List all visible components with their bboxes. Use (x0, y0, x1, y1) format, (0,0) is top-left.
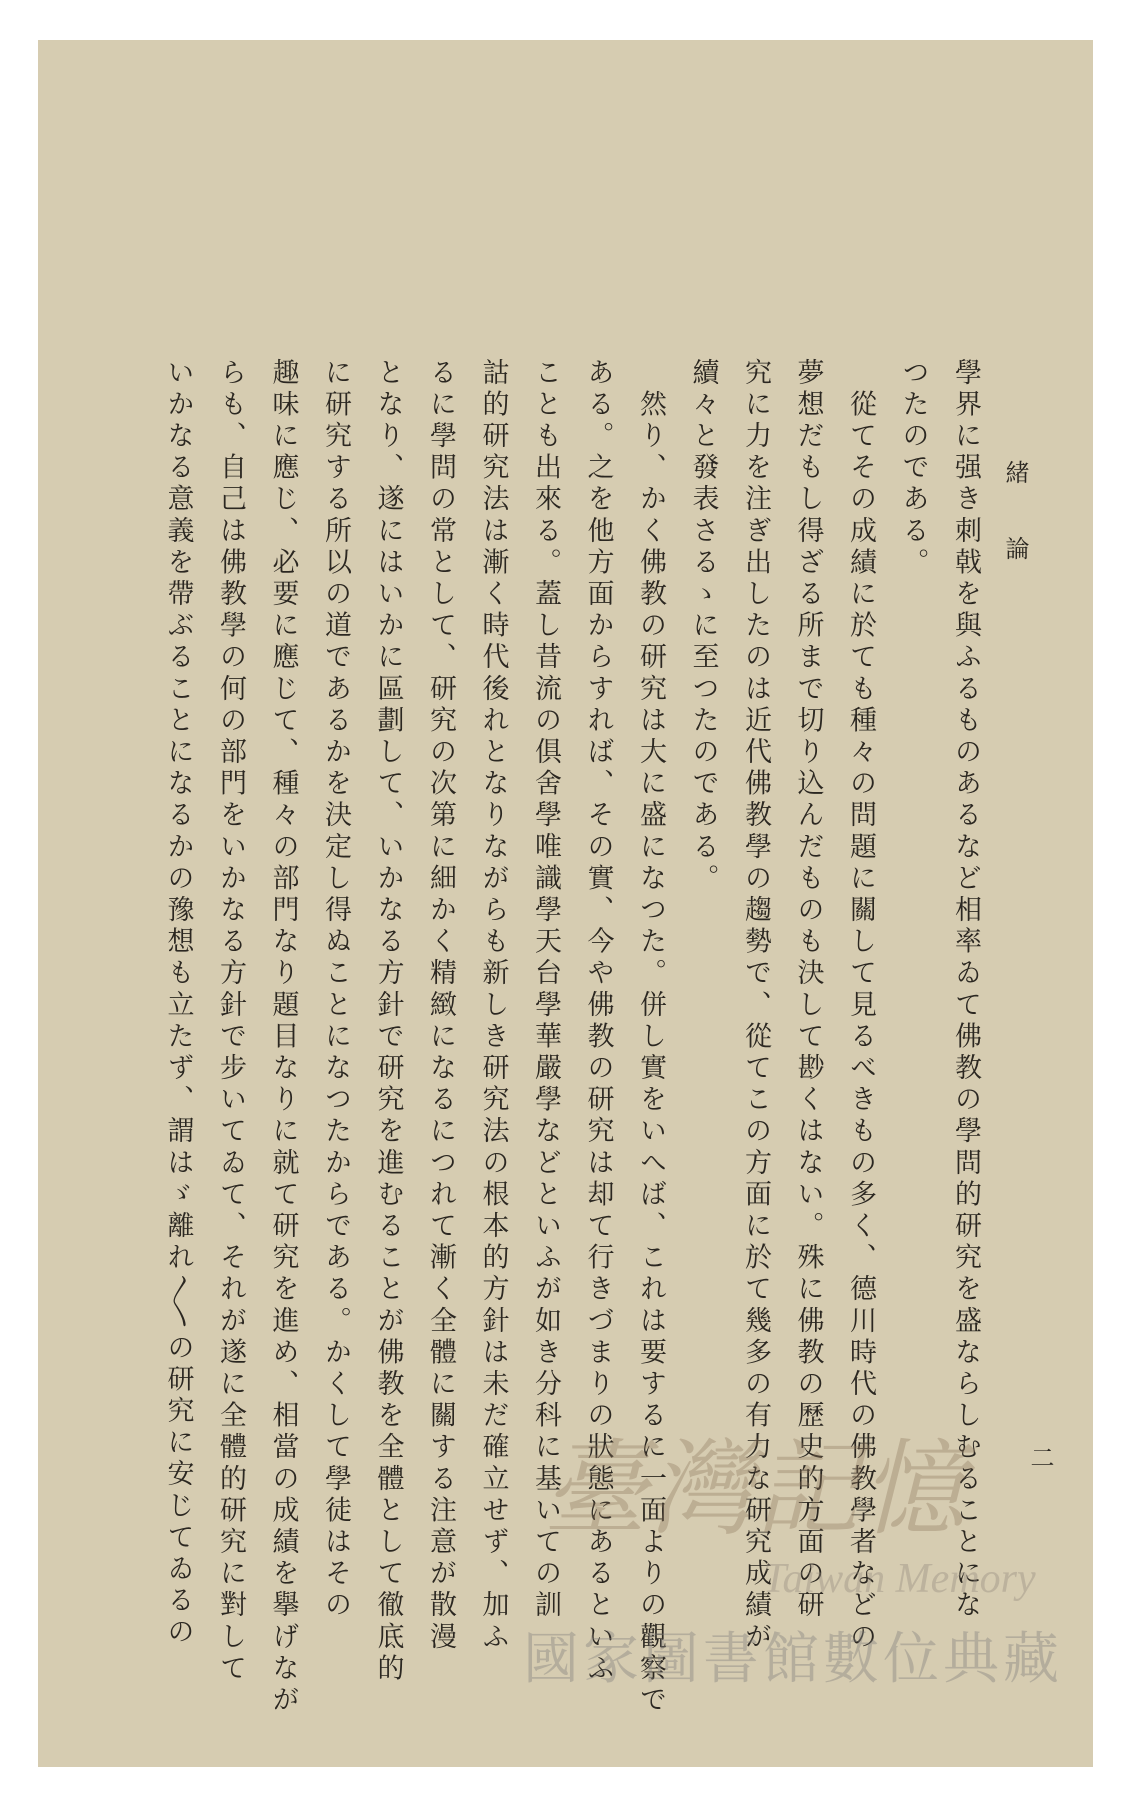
text-line: 夢想だもし得ざる所まで切り込んだものも決して尠くはない。殊に佛教の歷史的方面の研 (792, 358, 824, 1622)
running-title: 緒 論 (1001, 460, 1029, 574)
watermark-title: 臺灣記憶 (543, 1428, 968, 1550)
book-page (38, 40, 1093, 1767)
text-line: 從てその成績に於ても種々の問題に關して見るべきもの多く、德川時代の佛教學者などの (845, 358, 876, 1654)
text-line: 趣味に應じ、必要に應じて、種々の部門なり題目なりに就て研究を進め、相當の成績を擧げなが (267, 358, 299, 1717)
watermark-institution: 國家圖書館數位典藏 (523, 1627, 1063, 1692)
text-line: 續々と發表さるゝに至つたのである。 (687, 358, 719, 896)
text-line: ある。之を他方面からすれば、その實、今や佛教の研究は却て行きづまりの狀態にあるといふ (582, 358, 614, 1686)
page-number: 二 (1026, 1445, 1054, 1469)
text-line: に研究する所以の道であるかを決定し得ぬことになつたからである。かくして學徒はその (320, 358, 351, 1622)
scanned-page (38, 40, 1093, 1767)
text-line: いかなる意義を帶ぶることになるかの豫想も立たず、謂はゞ離れ〳〵の研究に安じてゐるの (162, 358, 194, 1649)
text-line: つたのである。 (897, 358, 929, 580)
text-line: ことも出來る。蓋し昔流の俱舍學唯識學天台學華嚴學などといふが如き分科に基いての訓 (530, 358, 561, 1622)
text-line: らも、自己は佛教學の何の部門をいかなる方針で步いてゐて、それが遂に全體的研究に對して (215, 358, 246, 1686)
text-line: 究に力を注ぎ出したのは近代佛教學の趨勢で、從てこの方面に於て幾多の有力な研究成績が (740, 358, 771, 1654)
text-line: 詁的研究法は漸く時代後れとなりながらも新しき研究法の根本的方針は未だ確立せず、加ふ (477, 358, 509, 1654)
text-line: 然り、かく佛教の研究は大に盛になつた。併し實をいへば、これは要するに一面よりの觀察で (635, 358, 666, 1717)
text-line: 學界に强き刺戟を與ふるものあるなど相率ゐて佛教の學問的研究を盛ならしむることにな (950, 358, 981, 1622)
text-line: るに學問の常として、研究の次第に細かく精緻になるにつれて漸く全體に關する注意が散漫 (425, 358, 456, 1654)
text-line: となり、遂にはいかに區劃して、いかなる方針で研究を進むることが佛教を全體として徹底的 (372, 358, 404, 1686)
watermark-subtitle: Taiwan Memory (763, 1556, 1036, 1602)
